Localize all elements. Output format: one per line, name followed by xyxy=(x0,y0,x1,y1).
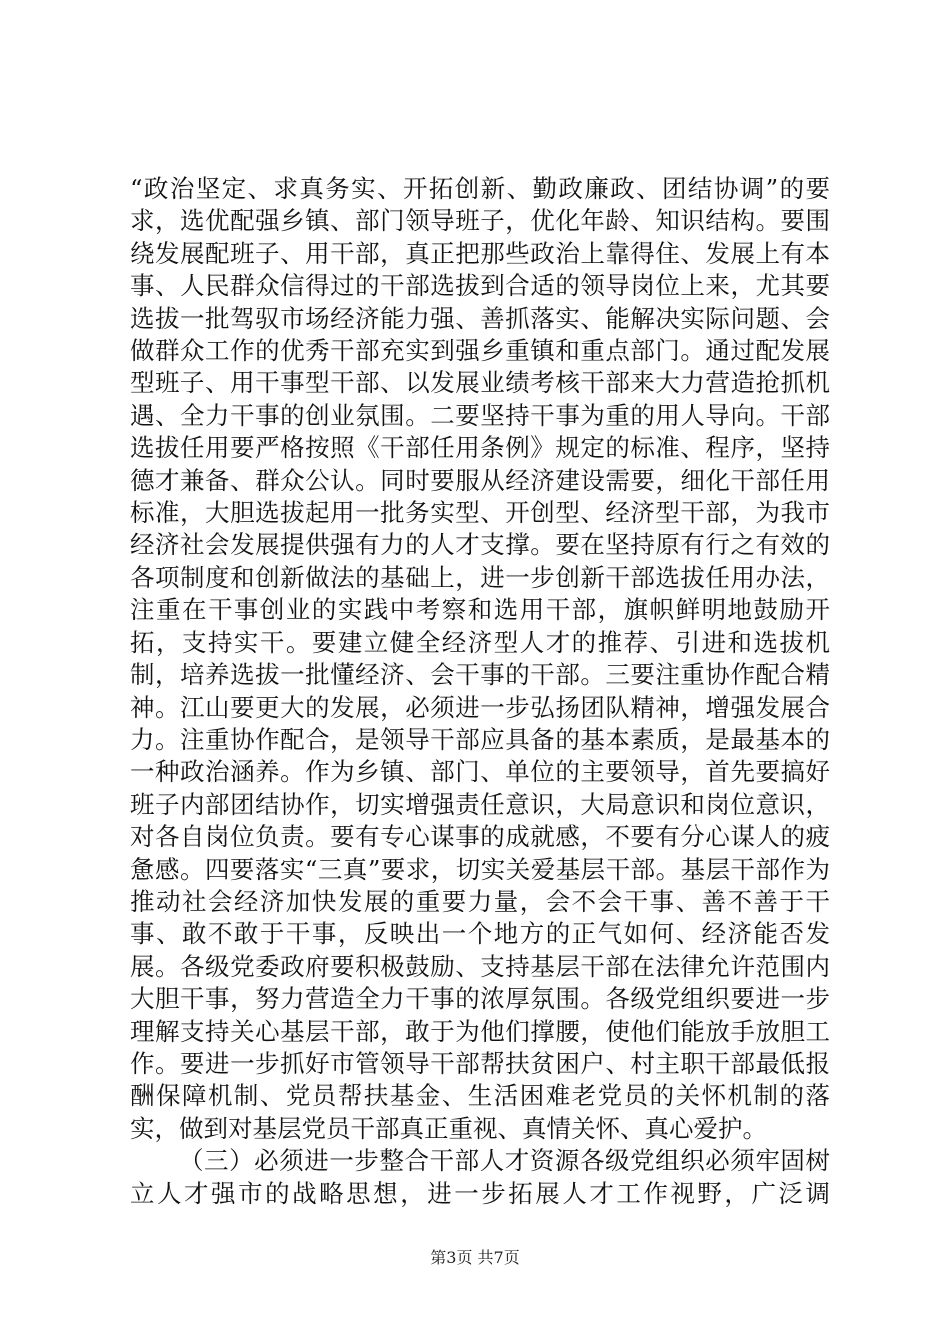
paragraph-1: “政治坚定、求真务实、开拓创新、勤政廉政、团结协调”的要求，选优配强乡镇、部门领导班子，优化年龄、知识结构。要围绕发展配班子、用干部，真正把那些政治上靠得住、发展上有本事、人民群众信得过的干部选拔到合适的领导岗位上来，尤其要选拔一批驾驭市场经济能力强、善抓落实、能解决实际问题、会做群众工作的优秀干部充实到强乡重镇和重点部门。通过配发展型班子、用干事型干部、以发展业绩考核干部来大力营造抢抓机遇、全力干事的创业氛围。二要坚持干事为重的用人导向。干部选拔任用要严格按照《干部任用条例》规定的标准、程序，坚持德才兼备、群众公认。同时要服从经济建设需要，细化干部任用标准，大胆选拔起用一批务实型、开创型、经济型干部，为我市经济社会发展提供强有力的人才支撑。要在坚持原有行之有效的各项制度和创新做法的基础上，进一步创新干部选拔任用办法，注重在干事创业的实践中考察和选用干部，旗帜鲜明地鼓励开拓，支持实干。要建立健全经济型人才的推荐、引进和选拔机制，培养选拔一批懂经济、会干事的干部。三要注重协作配合精神。江山要更大的发展，必须进一步弘扬团队精神，增强发展合力。注重协作配合，是领导干部应具备的基本素质，是最基本的一种政治涵养。作为乡镇、部门、单位的主要领导，首先要搞好班子内部团结协作，切实增强责任意识，大局意识和岗位意识，对各自岗位负责。要有专心谋事的成就感，不要有分心谋人的疲惫感。四要落实“三真”要求，切实关爱基层干部。基层干部作为推动社会经济加快发展的重要力量，会不会干事、善不善于干事、敢不敢于干事，反映出一个地方的正气如何、经济能否发展。各级党委政府要积极鼓励、支持基层干部在法律允许范围内大胆干事，努力营造全力干事的浓厚氛围。各级党组织要进一步理解支持关心基层干部，敢于为他们撑腰，使他们能放手放胆工作。要进一步抓好市管领导干部帮扶贫困户、村主职干部最低报酬保障机制、党员帮扶基金、生活困难老党员的关怀机制的落实，做到对基层党员干部真正重视、真情关怀、真心爱护。 xyxy=(130,174,830,1143)
page-footer: 第3页 共7页 xyxy=(430,1248,520,1267)
body-text xyxy=(130,173,830,1210)
paragraph-2: （三）必须进一步整合干部人才资源各级党组织必须牢固树立人才强市的战略思想，进一步拓展人才工作视野，广泛调 xyxy=(130,1146,830,1208)
